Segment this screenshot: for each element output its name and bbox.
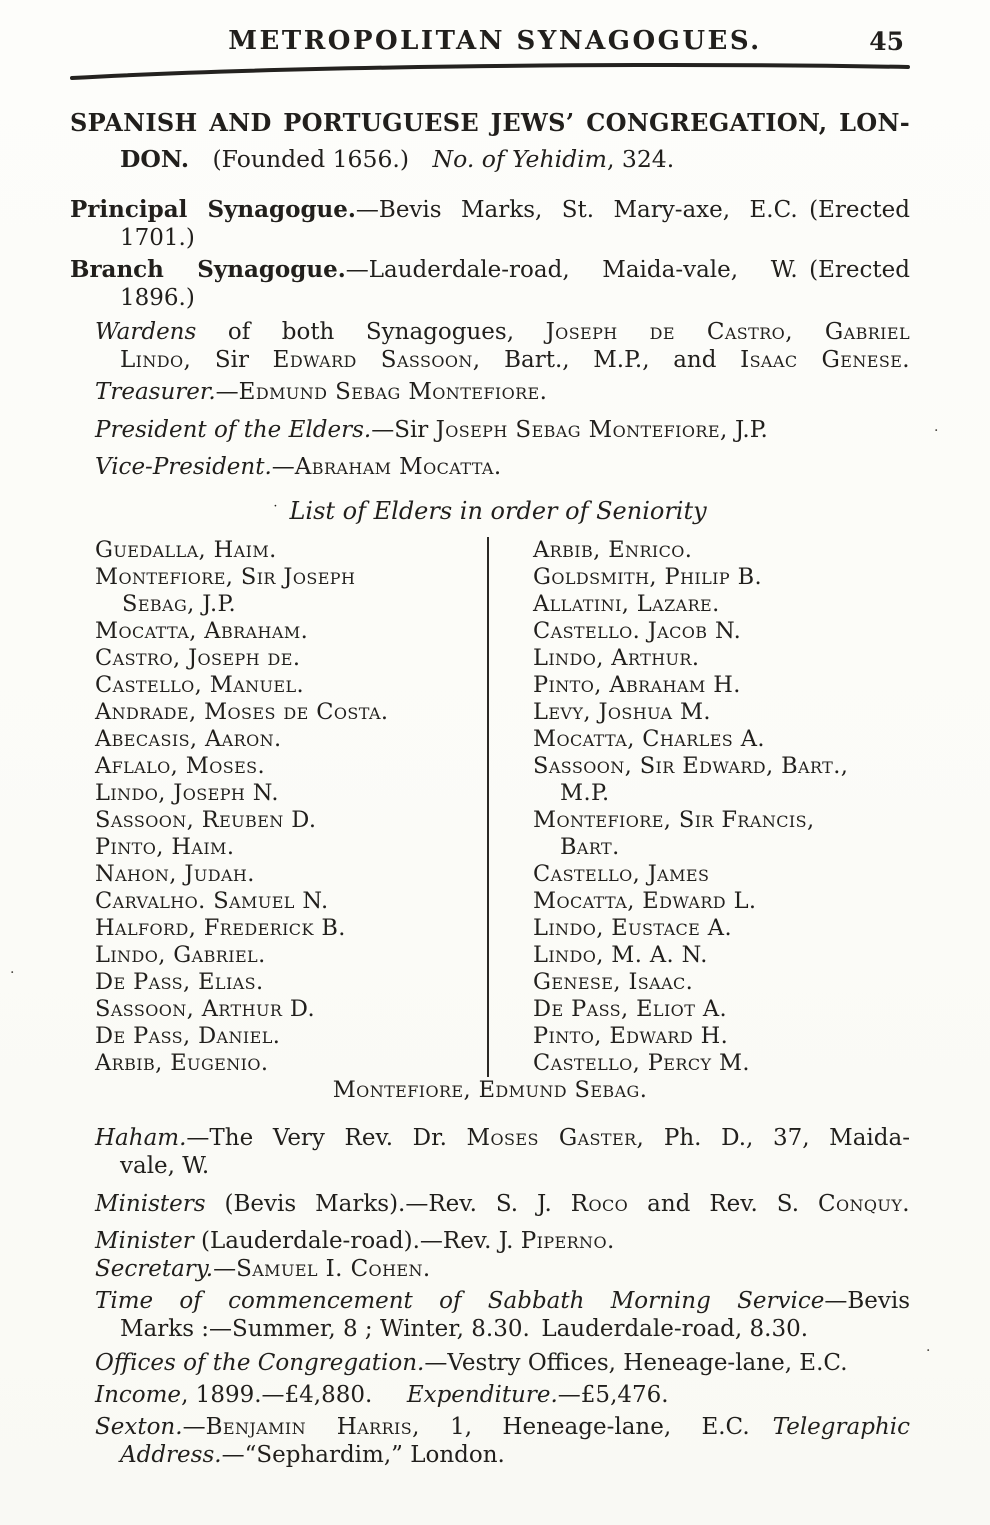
service-time-entry — [95, 1287, 910, 1343]
congregation-title — [70, 104, 910, 178]
text-segment: —Sir — [371, 417, 436, 443]
text-segment: Joseph Sebag Montefiore, — [435, 417, 728, 443]
scan-speck: . — [10, 961, 15, 977]
elder-name: Bart. — [560, 834, 620, 860]
text-segment: Address. — [120, 1442, 222, 1468]
elder-name: Arbib, Eugenio. — [95, 1050, 269, 1076]
text-segment: Minister — [95, 1228, 194, 1254]
elder-name: Andrade, Moses de Costa. — [95, 699, 389, 725]
text-segment: , 324. — [606, 145, 675, 173]
text-segment: Moses Gaster, — [466, 1125, 645, 1151]
secretary-entry — [95, 1255, 910, 1283]
elder-name: Castello, Percy M. — [533, 1050, 750, 1076]
elder-name: Montefiore, Sir Francis, — [533, 807, 815, 833]
text-segment: Isaac Genese. — [740, 347, 910, 373]
elders-caption-text: List of Elders in order of Seniority — [289, 497, 707, 525]
text-segment: and Rev. S. — [628, 1191, 818, 1217]
finance-entry — [95, 1381, 910, 1409]
elder-name: Arbib, Enrico. — [533, 537, 693, 563]
text-segment: J.P. — [727, 417, 768, 443]
elders-caption — [70, 493, 910, 525]
haham-entry — [95, 1124, 910, 1180]
text-segment: Roco — [570, 1191, 629, 1217]
text-segment: Edmund Sebag Montefiore. — [238, 379, 548, 405]
offices-entry — [95, 1349, 910, 1377]
text-segment: Principal Synagogue. — [70, 196, 356, 223]
entry-line — [120, 1315, 910, 1343]
elder-name: Allatini, Lazare. — [533, 591, 720, 617]
header-rule — [70, 58, 910, 82]
elder-name: Sebag, J.P. — [122, 591, 237, 617]
entry-line — [120, 1441, 910, 1469]
entry-line — [70, 256, 910, 284]
text-segment: Samuel I. Cohen. — [236, 1256, 431, 1282]
elder-name: Lindo, Joseph N. — [95, 780, 279, 806]
text-segment: (Bevis Marks).—Rev. S. J. — [205, 1191, 571, 1217]
entry-line — [95, 318, 910, 346]
elders-right-column — [487, 537, 910, 1077]
text-segment: 1701.) — [120, 225, 195, 251]
principal-synagogue-entry — [70, 196, 910, 252]
text-segment: —“Sephardim,” London. — [221, 1442, 505, 1468]
entry-line — [70, 196, 910, 224]
elder-name: Nahon, Judah. — [95, 861, 255, 887]
vice-president-entry — [95, 453, 910, 481]
entry-line — [95, 1227, 910, 1255]
text-segment: Lindo, — [120, 347, 192, 373]
elder-name: Carvalho. Samuel N. — [95, 888, 329, 914]
entry-line — [95, 378, 910, 406]
text-segment: —£5,476. — [557, 1382, 669, 1408]
elder-name: Castello, Manuel. — [95, 672, 305, 698]
text-segment: Sexton. — [95, 1414, 183, 1440]
elder-name: Castello. Jacob N. — [533, 618, 742, 644]
congregation-title-line2 — [120, 141, 910, 178]
text-segment: No. of Yehidim — [432, 145, 607, 173]
elder-name: Lindo, Arthur. — [533, 645, 700, 671]
entry-line — [95, 1413, 910, 1441]
text-segment: DON. — [120, 145, 190, 173]
text-segment: —Bevis Marks, St. Mary-axe, E.C. (Erected — [355, 197, 910, 223]
text-segment: Ph. D., 37, Maida- — [644, 1125, 910, 1151]
text-segment: Telegraphic — [772, 1414, 910, 1440]
text-segment: —The Very Rev. Dr. — [186, 1125, 467, 1151]
text-segment: Edward Sassoon, — [272, 347, 481, 373]
entry-line — [120, 1152, 910, 1180]
text-segment: Haham. — [95, 1125, 187, 1151]
entry-line — [95, 1287, 910, 1315]
entry-line — [95, 1349, 910, 1377]
text-segment: —Bevis — [824, 1288, 910, 1314]
text-segment: (Lauderdale-road).—Rev. J. — [193, 1228, 521, 1254]
text-segment: Piperno. — [520, 1228, 615, 1254]
entry-line — [95, 1381, 910, 1409]
elder-name: Mocatta, Edward L. — [533, 888, 757, 914]
ministers-entry — [95, 1190, 910, 1218]
text-segment: Bart., M.P., and — [480, 347, 741, 373]
entry-line — [95, 1190, 910, 1218]
text-segment: Branch Synagogue. — [70, 256, 346, 283]
elder-name: Lindo, M. A. N. — [533, 942, 708, 968]
text-segment: Conquy. — [818, 1191, 910, 1217]
text-segment: Secretary. — [95, 1256, 214, 1282]
running-title: METROPOLITAN SYNAGOGUES. — [228, 26, 762, 56]
text-segment: — — [182, 1414, 206, 1440]
text-segment: Abraham Mocatta. — [294, 454, 502, 480]
text-segment: Joseph de Castro, Gabriel — [545, 319, 910, 345]
text-segment: —Lauderdale-road, Maida-vale, W. (Erected — [345, 257, 910, 283]
text-segment: Offices of the Congregation. — [95, 1350, 425, 1376]
elder-name: Lindo, Gabriel. — [95, 942, 266, 968]
elder-name: Goldsmith, Philip B. — [533, 564, 763, 590]
elder-name: Mocatta, Abraham. — [95, 618, 309, 644]
caption-mark: · — [273, 499, 278, 514]
elders-footer-name: Montefiore, Edmund Sebag. — [332, 1077, 648, 1103]
text-segment: (Founded 1656.) — [189, 145, 433, 173]
elder-name: Pinto, Abraham H. — [533, 672, 741, 698]
entry-line — [95, 416, 910, 444]
text-segment: Income — [95, 1382, 182, 1408]
text-segment: —Vestry Offices, Heneage-lane, E.C. — [424, 1350, 848, 1376]
elder-name: Guedalla, Haim. — [95, 537, 277, 563]
text-segment: 1896.) — [120, 285, 195, 311]
scan-speck: · — [934, 423, 939, 439]
text-segment: Expenditure. — [406, 1382, 558, 1408]
elder-name: Lindo, Eustace A. — [533, 915, 733, 941]
text-segment: 1, Heneage-lane, E.C. — [419, 1414, 773, 1440]
text-segment: , 1899.—£4,880. — [181, 1382, 407, 1408]
elder-name: Aflalo, Moses. — [95, 753, 266, 779]
elder-name: Castro, Joseph de. — [95, 645, 301, 671]
text-segment: Time of commencement of Sabbath Morning Service — [95, 1288, 825, 1314]
elder-name: Pinto, Edward H. — [533, 1023, 729, 1049]
page-number: 45 — [869, 27, 904, 56]
elder-name: Montefiore, Sir Joseph — [95, 564, 356, 590]
elder-name: Castello, James — [533, 861, 710, 887]
elder-name: Genese, Isaac. — [533, 969, 694, 995]
text-segment: Ministers — [95, 1191, 206, 1217]
text-segment: — — [213, 1256, 237, 1282]
entry-line — [95, 1124, 910, 1152]
text-segment: Marks :—Summer, 8 ; Winter, 8.30. Lauderdale-road, 8.30. — [120, 1316, 809, 1342]
text-segment: Vice-President. — [95, 454, 272, 480]
elder-name: Sassoon, Sir Edward, Bart., — [533, 753, 849, 779]
text-segment: Benjamin Harris, — [205, 1414, 420, 1440]
elder-name: Sassoon, Arthur D. — [95, 996, 316, 1022]
text-segment: of both Synagogues, — [196, 319, 546, 345]
elder-name: Sassoon, Reuben D. — [95, 807, 317, 833]
text-segment: Treasurer. — [95, 379, 216, 405]
text-segment: Sir — [191, 347, 273, 373]
elder-name: Pinto, Haim. — [95, 834, 235, 860]
text-segment: vale, W. — [120, 1153, 210, 1179]
entry-line — [120, 224, 910, 252]
congregation-title-line1: SPANISH AND PORTUGUESE JEWS’ CONGREGATION, LON- — [70, 108, 910, 137]
entry-line — [120, 346, 910, 374]
elder-name: M.P. — [560, 780, 610, 806]
sexton-entry — [95, 1413, 910, 1469]
branch-synagogue-entry — [70, 256, 910, 312]
text-segment: President of the Elders. — [95, 417, 372, 443]
elder-name: De Pass, Elias. — [95, 969, 264, 995]
elder-name: Mocatta, Charles A. — [533, 726, 765, 752]
scan-speck: · — [926, 1343, 931, 1359]
president-entry — [95, 416, 910, 444]
entry-line — [95, 453, 910, 481]
entry-line — [120, 284, 910, 312]
elders-columns — [70, 537, 910, 1077]
elder-name: De Pass, Daniel. — [95, 1023, 281, 1049]
elders-left-column — [70, 537, 487, 1077]
text-segment: — — [215, 379, 239, 405]
wardens-entry — [95, 318, 910, 374]
elder-name: De Pass, Eliot A. — [533, 996, 728, 1022]
text-segment: — — [271, 454, 295, 480]
entry-line — [95, 1255, 910, 1283]
text-segment: Wardens — [95, 319, 197, 345]
minister-entry — [95, 1227, 910, 1255]
elder-name: Halford, Frederick B. — [95, 915, 346, 941]
elder-name: Levy, Joshua M. — [533, 699, 711, 725]
treasurer-entry — [95, 378, 910, 406]
elder-name: Abecasis, Aaron. — [95, 726, 282, 752]
